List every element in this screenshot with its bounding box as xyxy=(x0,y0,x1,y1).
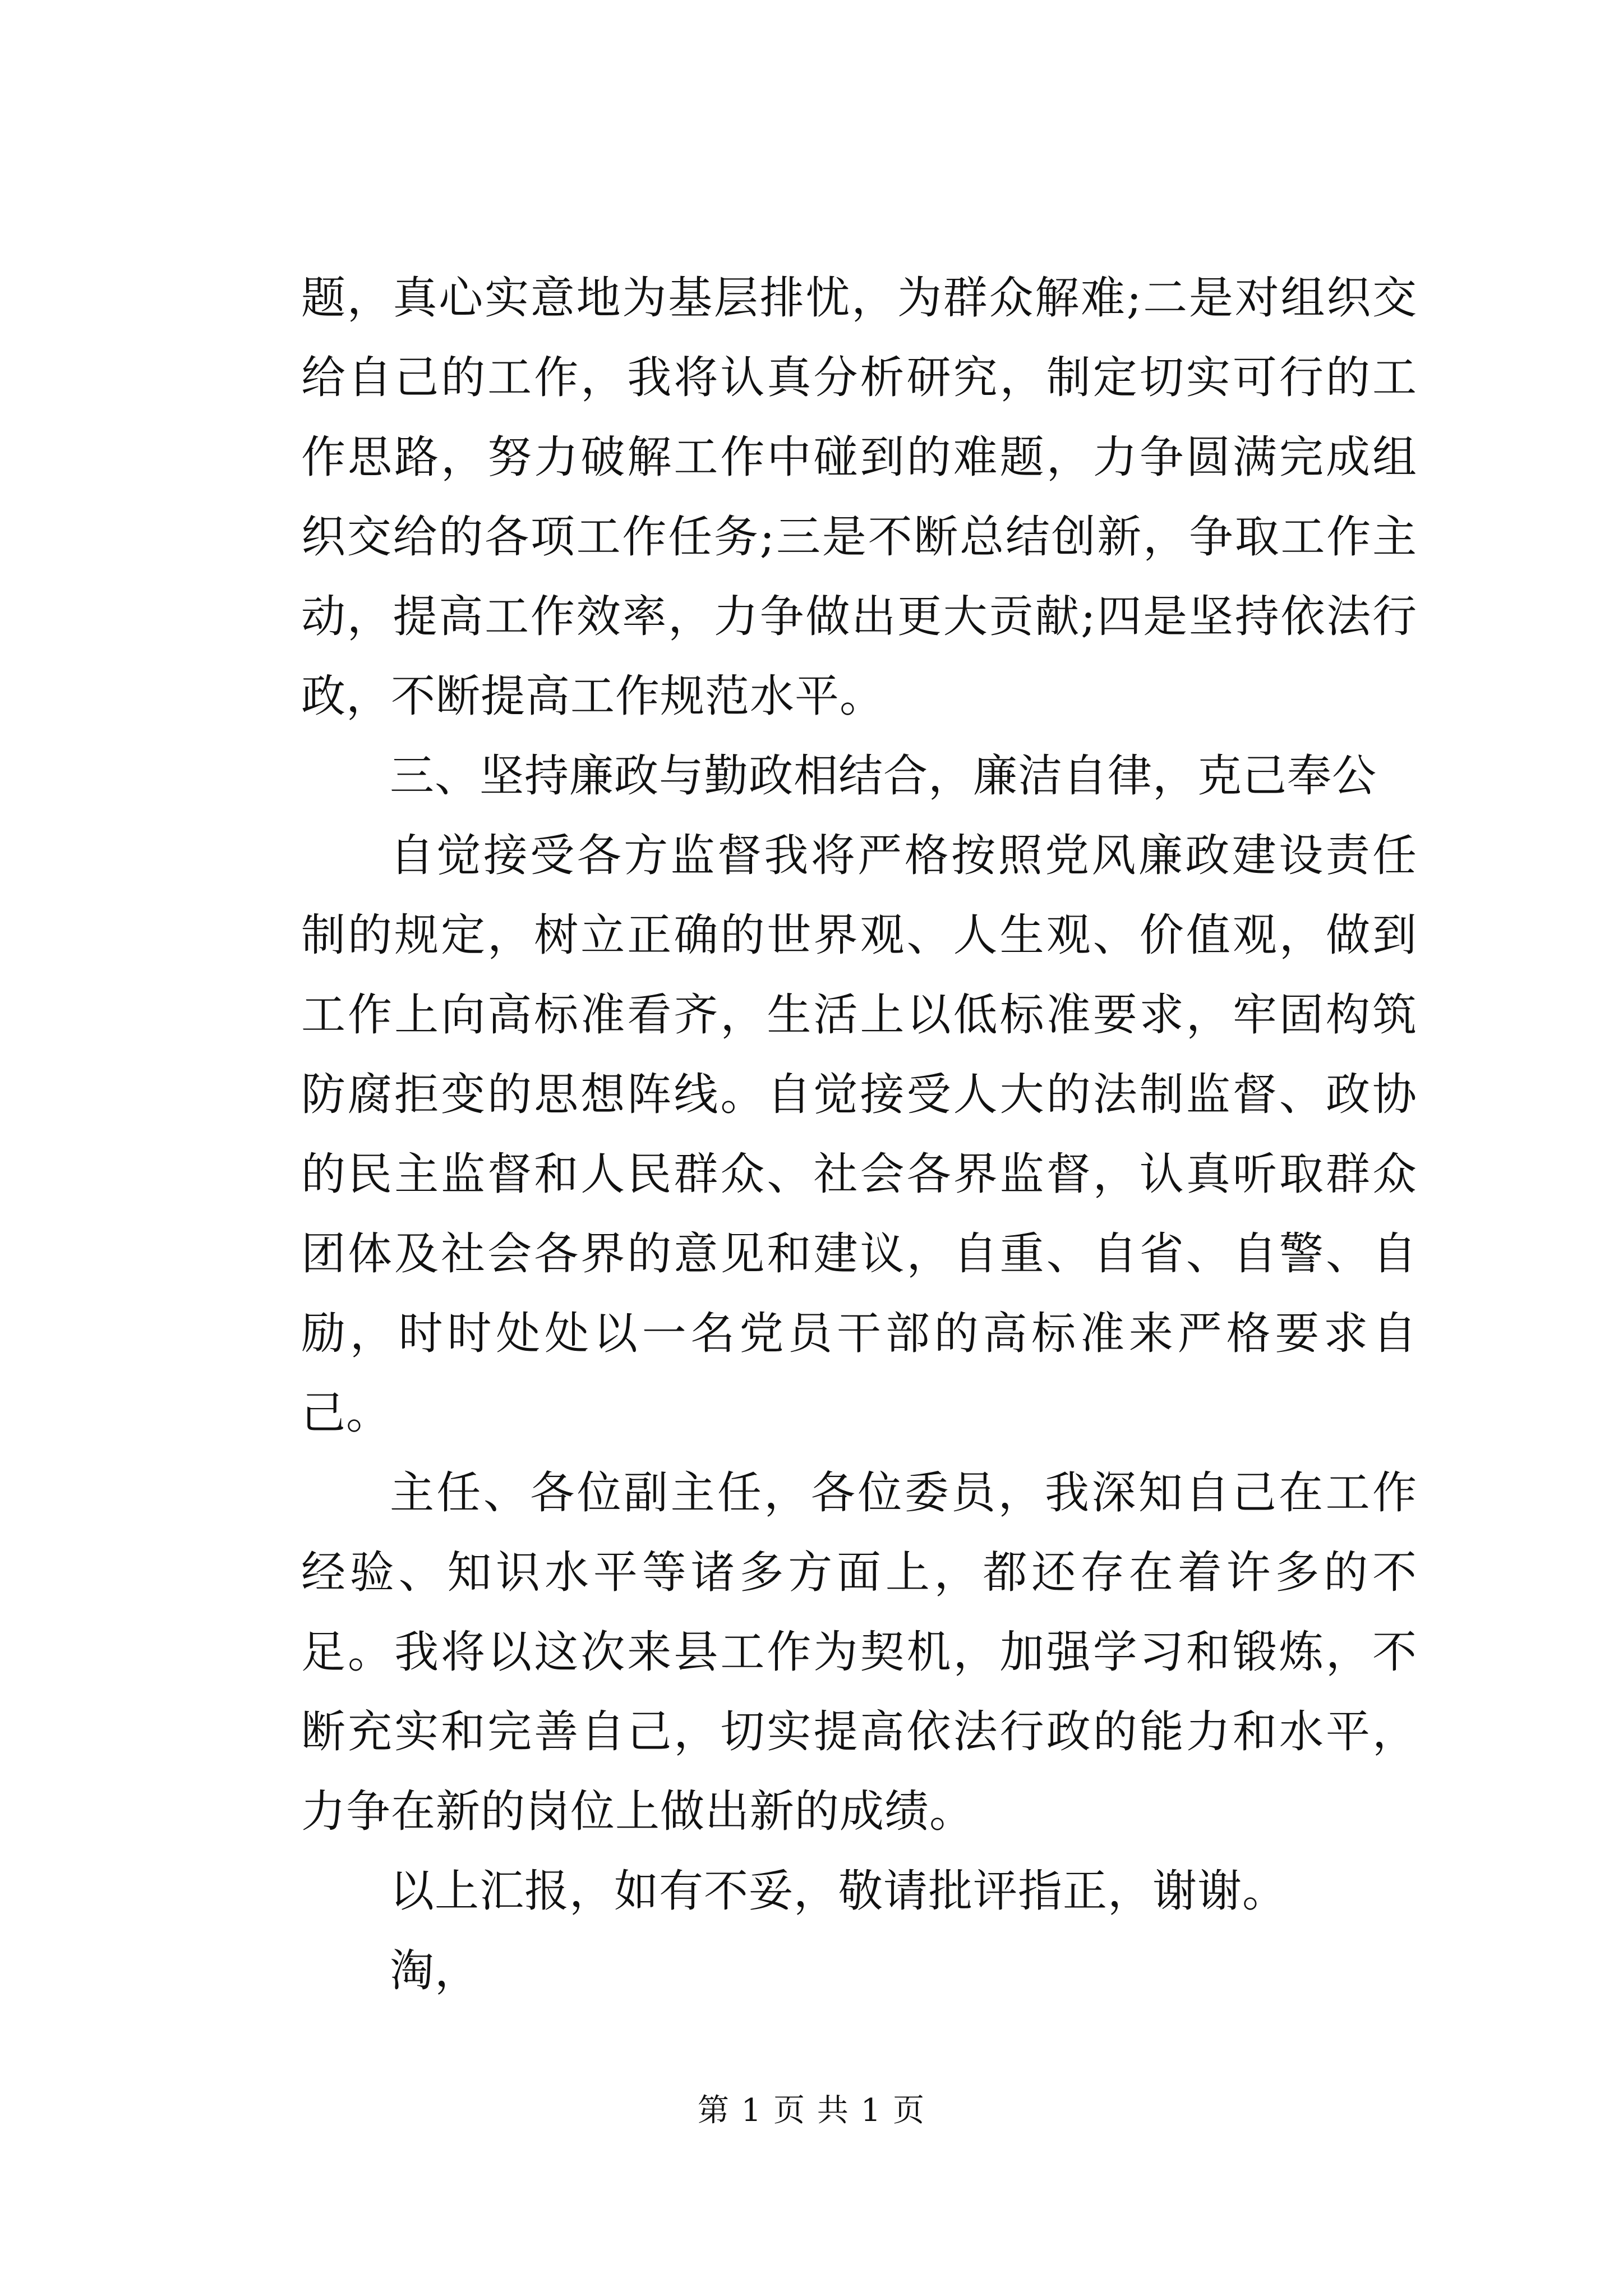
paragraph-trailing: 淘， xyxy=(390,1945,479,1996)
page-footer: 第 1 页 共 1 页 xyxy=(697,2092,926,2129)
section-heading-3: 三、坚持廉政与勤政相结合，廉洁自律，克己奉公 xyxy=(390,750,1377,802)
paragraph-1: 题，真心实意地为基层排忧，为群众解难;二是对组织交给自己的工作，我将认真分析研究，制定切实可行的工作思路，努力破解工作中碰到的难题，力争圆满完成组织交给的各项工作任务;三是不断总结创新，争取工作主动，提高工作效率，力争做出更大贡献;四是坚持依法行政，不断提高工作规范水平。 xyxy=(301,272,1417,722)
document-body xyxy=(301,258,1417,2010)
paragraph-commitment: 主任、各位副主任，各位委员，我深知自己在工作经验、知识水平等诸多方面上，都还存在着许多的不足。我将以这次来县工作为契机，加强学习和锻炼，不断充实和完善自己，切实提高依法行政的能力和水平，力争在新的岗位上做出新的成绩。 xyxy=(301,1467,1417,1837)
paragraph-supervision: 自觉接受各方监督我将严格按照党风廉政建设责任制的规定，树立正确的世界观、人生观、价值观，做到工作上向高标准看齐，生活上以低标准要求，牢固构筑防腐拒变的思想阵线。自觉接受人大的法制监督、政协的民主监督和人民群众、社会各界监督，认真听取群众团体及社会各界的意见和建议，自重、自省、自警、自励，时时处处以一名党员干部的高标准来严格要求自己。 xyxy=(301,830,1417,1439)
paragraph-closing: 以上汇报，如有不妥，敬请批评指正，谢谢。 xyxy=(390,1865,1287,1917)
